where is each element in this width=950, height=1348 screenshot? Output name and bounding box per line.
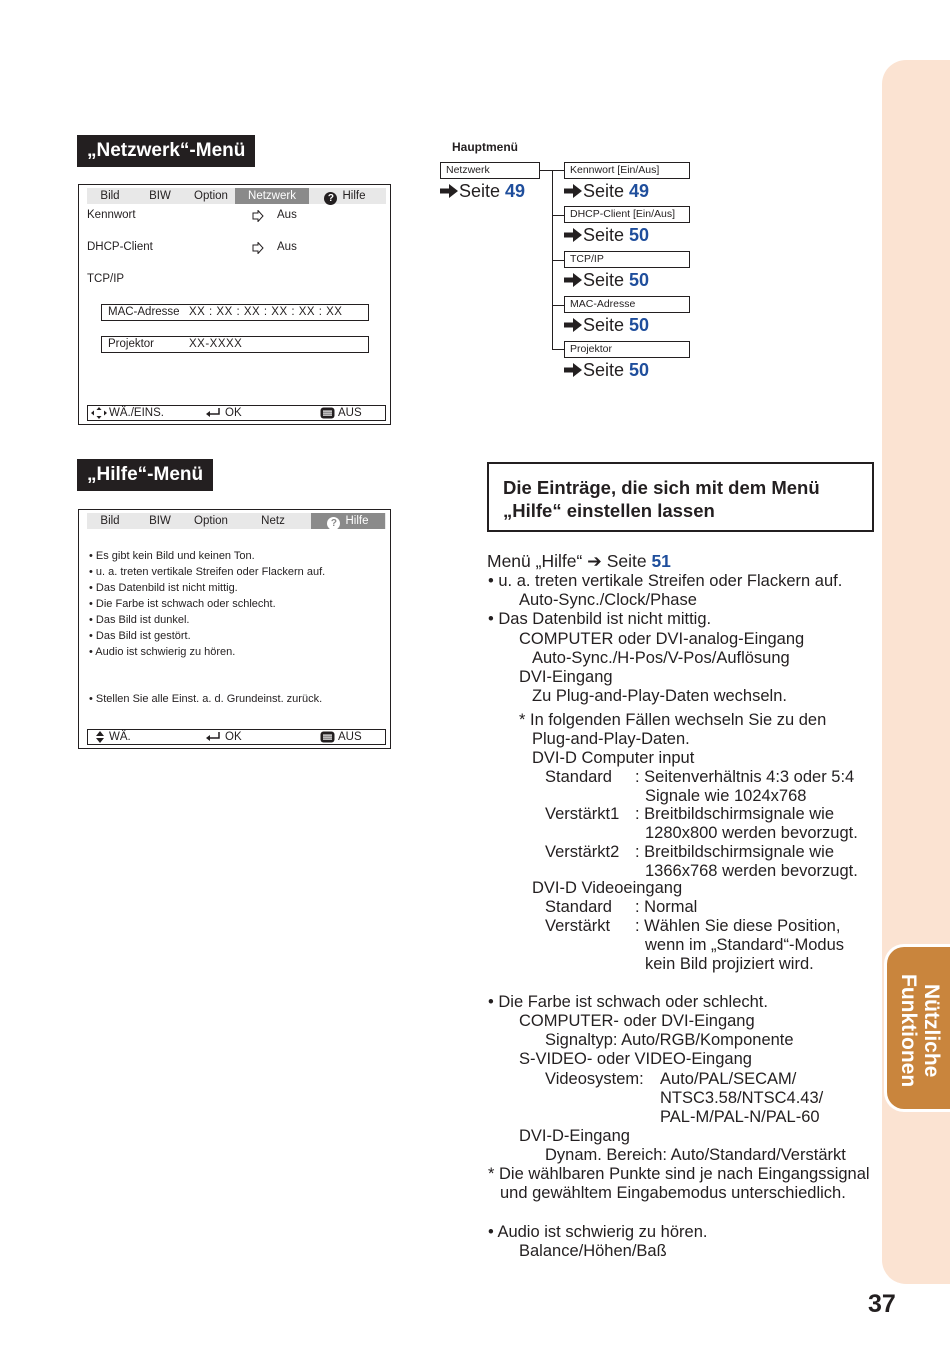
body-line: • Audio ist schwierig zu hören. [488, 1223, 708, 1241]
tree-node-netzwerk: Netzwerk [440, 162, 540, 179]
body-line: wenn im „Standard“-Modus [645, 936, 844, 954]
hilfe-menu-title: „Hilfe“-Menü [77, 459, 213, 491]
projektor-label: Projektor [108, 338, 155, 350]
tree-title: Hauptmenü [452, 140, 518, 154]
row-tcpip-label[interactable]: TCP/IP [87, 273, 125, 285]
body-line: : Breitbildschirmsignale wie [635, 805, 834, 823]
help-topic-item[interactable]: • Das Bild ist dunkel. [89, 614, 190, 626]
body-line: 1280x800 werden bevorzugt. [645, 824, 858, 842]
info-box-heading [487, 462, 874, 532]
footer-exit-label: AUS [338, 407, 362, 419]
four-way-arrow-icon [91, 407, 107, 419]
body-line: COMPUTER oder DVI-analog-Eingang [519, 630, 805, 648]
page-ref-seite: Seite [583, 360, 625, 380]
body-line: PAL-M/PAL-N/PAL-60 [660, 1108, 820, 1126]
page-number: 37 [868, 1290, 896, 1318]
tab-netzwerk[interactable]: Netzwerk [235, 188, 309, 204]
page-ref-netzwerk[interactable] [440, 181, 525, 201]
body-line: DVI-Eingang [519, 668, 613, 686]
body-line: : Normal [635, 898, 698, 916]
page-ref-number: 50 [629, 315, 650, 335]
body-line: Signaltyp: Auto/RGB/Komponente [545, 1031, 794, 1049]
body-line: Auto-Sync./H-Pos/V-Pos/Auflösung [532, 649, 790, 667]
tab-hilfe[interactable] [311, 513, 385, 529]
help-topic-item[interactable]: • Das Bild ist gestört. [89, 630, 191, 642]
help-topic-item[interactable]: • Audio ist schwierig zu hören. [89, 646, 236, 658]
tree-node-tcpip: TCP/IP [564, 251, 690, 268]
netzwerk-menu-screen [78, 184, 391, 425]
page-ref-seite: Seite [583, 181, 625, 201]
section-tab-label: Nützliche Funktionen [897, 974, 943, 1088]
page-ref-seite: Seite [583, 315, 625, 335]
mac-address-field [101, 304, 369, 321]
netzwerk-menu-title: „Netzwerk“-Menü [77, 135, 255, 167]
body-line: COMPUTER- oder DVI-Eingang [519, 1012, 755, 1030]
up-down-arrow-icon [94, 731, 106, 743]
tab-netz[interactable]: Netz [261, 515, 285, 527]
body-line: Signale wie 1024x768 [645, 787, 807, 805]
arrow-right-icon [564, 318, 582, 332]
body-line: Plug-and-Play-Daten. [532, 730, 690, 748]
tree-node-kennwort: Kennwort [Ein/Aus] [564, 162, 690, 179]
page-ref-number: 49 [505, 181, 526, 201]
menu-button-icon [320, 731, 335, 743]
projektor-field [101, 336, 369, 353]
help-icon: ? [324, 192, 337, 205]
body-line: • Das Datenbild ist nicht mittig. [488, 610, 712, 628]
page-ref-number: 50 [629, 225, 650, 245]
body-line: Standard [545, 898, 612, 916]
arrow-right-icon [564, 273, 582, 287]
mac-address-value: XX : XX : XX : XX : XX : XX [189, 306, 343, 318]
tab-hilfe-label: Hilfe [342, 190, 366, 202]
footer-ok-label: OK [225, 407, 242, 419]
arrow-right-icon [252, 210, 264, 222]
enter-icon [205, 408, 221, 418]
menu-footer [87, 729, 386, 745]
page-ref-tcpip[interactable] [564, 270, 649, 290]
body-line: • u. a. treten vertikale Streifen oder Flackern auf. [488, 572, 843, 590]
body-line: Standard [545, 768, 612, 786]
page-ref-seite: Seite [459, 181, 501, 201]
tab-biw[interactable]: BIW [149, 190, 171, 202]
page-ref-number: 49 [629, 181, 650, 201]
body-line: 1366x768 werden bevorzugt. [645, 862, 858, 880]
help-topic-item[interactable]: • u. a. treten vertikale Streifen oder Flackern auf. [89, 566, 326, 578]
page-ref-mac[interactable] [564, 315, 649, 335]
mac-address-label: MAC-Adresse [108, 306, 180, 318]
arrow-right-icon [252, 242, 264, 254]
body-line: Videosystem: [545, 1070, 644, 1088]
page-ref-kennwort[interactable] [564, 181, 649, 201]
hilfe-menu-screen [78, 509, 391, 749]
menu-footer [87, 405, 386, 421]
row-dhcp-label[interactable]: DHCP-Client [87, 241, 153, 253]
body-line: Verstärkt1 [545, 805, 620, 823]
body-line: DVI-D Videoeingang [532, 879, 683, 897]
body-line: DVI-D-Eingang [519, 1127, 630, 1145]
projektor-value: XX-XXXX [189, 338, 243, 350]
menu-button-icon [320, 407, 335, 419]
enter-icon [205, 732, 221, 742]
tree-node-projektor: Projektor [564, 341, 690, 358]
menu-tabs [87, 188, 386, 204]
body-line: kein Bild projiziert wird. [645, 955, 814, 973]
page-ref-dhcp[interactable] [564, 225, 649, 245]
footer-ok-label: OK [225, 731, 242, 743]
body-line: Balance/Höhen/Baß [519, 1242, 667, 1260]
tab-option[interactable]: Option [194, 190, 228, 202]
arrow-right-icon [564, 363, 582, 377]
body-line: NTSC3.58/NTSC4.43/ [660, 1089, 824, 1107]
body-line: und gewähltem Eingabemodus unterschiedlich. [500, 1184, 846, 1202]
arrow-right-icon [564, 228, 582, 242]
arrow-right-icon [440, 184, 458, 198]
tree-node-mac: MAC-Adresse [564, 296, 690, 313]
page-ref-seite: Seite [583, 225, 625, 245]
page-ref-projektor[interactable] [564, 360, 649, 380]
help-topic-item[interactable]: • Es gibt kein Bild und keinen Ton. [89, 550, 255, 562]
tab-option[interactable]: Option [194, 515, 228, 527]
body-line: DVI-D Computer input [532, 749, 695, 767]
body-line: • Die Farbe ist schwach oder schlecht. [488, 993, 768, 1011]
body-line: : Wählen Sie diese Position, [635, 917, 841, 935]
tree-node-dhcp: DHCP-Client [Ein/Aus] [564, 206, 690, 223]
body-line: : Seitenverhältnis 4:3 oder 5:4 [635, 768, 855, 786]
info-box-line: Die Einträge, die sich mit dem Menü [503, 477, 820, 498]
help-reset-item[interactable]: • Stellen Sie alle Einst. a. d. Grundeinst. zurück. [89, 693, 323, 705]
help-topic-item[interactable]: • Die Farbe ist schwach oder schlecht. [89, 598, 276, 610]
body-line: Zu Plug-and-Play-Daten wechseln. [532, 687, 787, 705]
page-ref-number: 50 [629, 360, 650, 380]
body-line: * Die wählbaren Punkte sind je nach Eingangssignal [488, 1165, 870, 1183]
tab-bild[interactable]: Bild [100, 190, 120, 202]
row-dhcp-value: Aus [277, 241, 297, 253]
row-kennwort-value: Aus [277, 209, 297, 221]
help-topic-list [89, 548, 325, 660]
body-line: Auto/PAL/SECAM/ [660, 1070, 797, 1088]
section-tab-nuetzliche-funktionen[interactable] [884, 944, 950, 1112]
footer-exit-label: AUS [338, 731, 362, 743]
tab-hilfe-label: Hilfe [345, 515, 369, 527]
body-line: Dynam. Bereich: Auto/Standard/Verstärkt [545, 1146, 846, 1164]
arrow-right-icon [564, 184, 582, 198]
help-icon: ? [327, 517, 340, 530]
menu-reference-text: Menü „Hilfe“ ➔ Seite [487, 551, 652, 571]
menu-reference[interactable] [487, 552, 671, 571]
body-line: S-VIDEO- oder VIDEO-Eingang [519, 1050, 752, 1068]
footer-select-label: WÄ. [109, 731, 131, 743]
tab-hilfe[interactable] [309, 188, 381, 204]
row-kennwort-label[interactable]: Kennwort [87, 209, 136, 221]
footer-select-label: WÄ./EINS. [109, 407, 164, 419]
tab-biw[interactable]: BIW [149, 515, 171, 527]
help-topic-item[interactable]: • Das Datenbild ist nicht mittig. [89, 582, 238, 594]
body-line: * In folgenden Fällen wechseln Sie zu den [519, 711, 827, 729]
body-line: Auto-Sync./Clock/Phase [519, 591, 697, 609]
menu-reference-page: 51 [651, 551, 671, 571]
page-ref-number: 50 [629, 270, 650, 290]
menu-tabs [87, 513, 386, 529]
body-line: Verstärkt2 [545, 843, 620, 861]
body-line: : Breitbildschirmsignale wie [635, 843, 834, 861]
tab-bild[interactable]: Bild [100, 515, 120, 527]
info-box-line: „Hilfe“ einstellen lassen [503, 500, 715, 521]
body-line: Verstärkt [545, 917, 611, 935]
page-ref-seite: Seite [583, 270, 625, 290]
